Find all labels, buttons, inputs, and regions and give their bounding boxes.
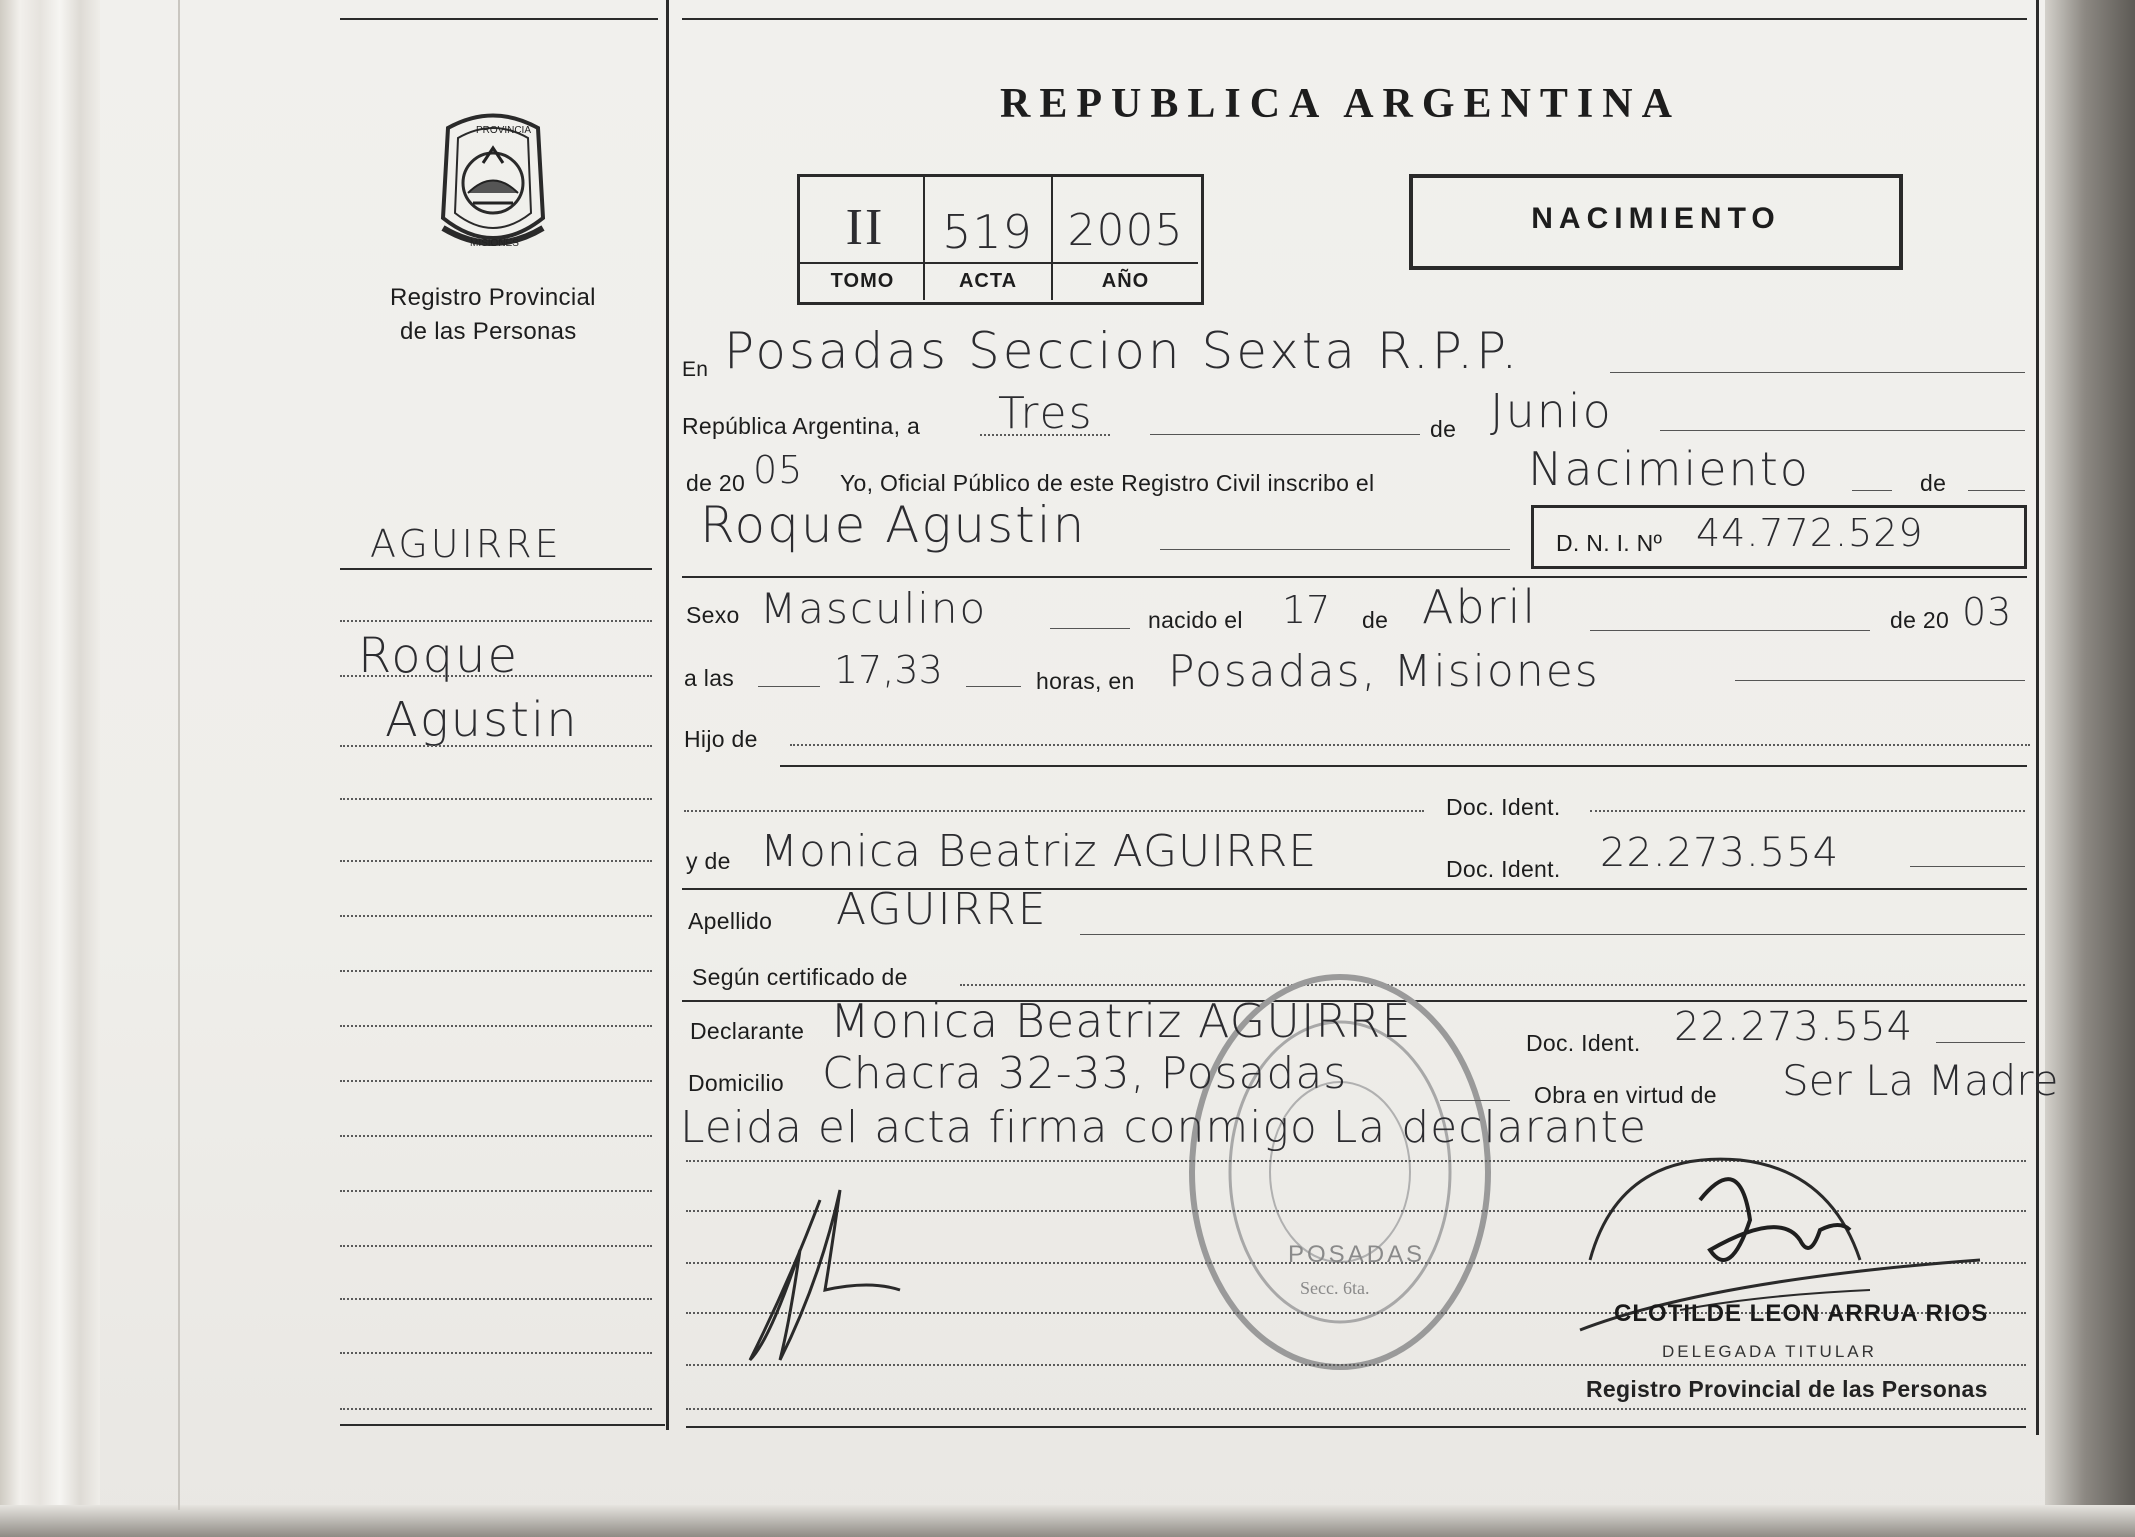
margin-surname-rule <box>340 568 652 570</box>
mother-doc-label: Doc. Ident. <box>1446 856 1561 882</box>
svg-text:POSADAS: POSADAS <box>1288 1241 1426 1268</box>
bottom-rule <box>686 1426 2026 1428</box>
father-name-line <box>684 810 1424 812</box>
birth-month-value: Abril <box>1422 580 1538 634</box>
dni-label: D. N. I. Nº <box>1556 530 1663 556</box>
page-edge-line <box>178 0 180 1510</box>
margin-ruled-line <box>340 915 652 917</box>
margin-given-name-1: Roque <box>358 628 519 684</box>
record-type-title: NACIMIENTO <box>1531 202 1781 235</box>
de-label-2: de <box>1920 470 1947 496</box>
nacido-label: nacido el <box>1148 607 1243 633</box>
declarant-signature-icon <box>730 1170 930 1370</box>
declarante-doc-fill-line <box>1936 1042 2025 1043</box>
birth-month-fill-line <box>1590 630 1870 631</box>
margin-ruled-line <box>340 1352 652 1354</box>
registry-name-line1: Registro Provincial <box>390 284 596 311</box>
en-label: En <box>682 358 709 381</box>
month-fill-line <box>1660 430 2025 431</box>
mother-name-value: Monica Beatriz AGUIRRE <box>760 826 1318 877</box>
en-fill-line <box>1610 372 2025 373</box>
domicilio-fill-line <box>1440 1100 1510 1101</box>
anio-value: 2005 <box>1067 205 1184 256</box>
alas-label: a las <box>684 665 735 691</box>
margin-ruled-line <box>340 1408 652 1410</box>
place-value: Posadas Seccion Sexta R.P.P. <box>724 322 1521 380</box>
apellido-value: AGUIRRE <box>836 884 1048 935</box>
obra-value: Ser La Madre <box>1782 1056 2059 1105</box>
birth-place-value: Posadas, Misiones <box>1168 646 1600 697</box>
margin-ruled-line <box>340 1135 652 1137</box>
column-divider <box>666 0 669 1430</box>
svg-text:PROVINCIA: PROVINCIA <box>476 125 532 136</box>
left-page-edges <box>0 0 100 1537</box>
margin-ruled-line <box>340 1025 652 1027</box>
de-label-1: de <box>1430 416 1457 442</box>
horas-label: horas, en <box>1036 668 1135 694</box>
margin-ruled-line <box>340 620 652 622</box>
margin-ruled-line <box>340 745 652 747</box>
right-page-edges <box>2040 0 2135 1537</box>
acta-label: ACTA <box>958 270 1018 292</box>
domicilio-label: Domicilio <box>688 1070 784 1096</box>
declarante-value: Monica Beatriz AGUIRRE <box>830 994 1412 1048</box>
time-fill-line-2 <box>966 686 1021 687</box>
event-end-line <box>1968 490 2025 491</box>
name-fill-line <box>1160 549 1510 550</box>
margin-ruled-line <box>340 970 652 972</box>
birth-time-value: 17,33 <box>834 648 943 692</box>
republica-label: República Argentina, a <box>682 413 921 439</box>
margin-ruled-line <box>340 1190 652 1192</box>
anio-label: AÑO <box>1101 270 1150 292</box>
notes-ruled-line <box>686 1408 2026 1410</box>
sexo-value: Masculino <box>760 584 988 633</box>
margin-ruled-line <box>340 1298 652 1300</box>
mother-doc-fill-line <box>1910 866 2025 867</box>
child-name-value: Roque Agustin <box>700 496 1087 554</box>
birth-place-fill-line <box>1735 680 2025 681</box>
closing-statement: Leida el acta firma conmigo La declarante <box>680 1102 1647 1153</box>
year-prefix: de 20 <box>686 470 746 496</box>
year-value: 05 <box>753 448 804 492</box>
top-rule-right <box>682 18 2027 20</box>
time-fill-line-1 <box>758 686 820 687</box>
margin-ruled-line <box>340 675 652 677</box>
dni-value: 44.772.529 <box>1696 511 1924 555</box>
top-rule-left <box>340 18 658 20</box>
official-org: Registro Provincial de las Personas <box>1586 1376 1988 1402</box>
sexo-fill-line <box>1050 628 1130 629</box>
official-title: DELEGADA TITULAR <box>1662 1342 1877 1361</box>
margin-surname: AGUIRRE <box>370 522 562 566</box>
father-doc-line <box>1590 810 2025 812</box>
event-value: Nacimiento <box>1528 442 1810 496</box>
segun-label: Según certificado de <box>692 964 908 990</box>
declarante-doc-value: 22.273.554 <box>1674 1004 1914 1050</box>
registry-name-line2: de las Personas <box>400 318 577 345</box>
tomo-label: TOMO <box>830 270 895 292</box>
declarante-doc-label: Doc. Ident. <box>1526 1030 1641 1056</box>
inscribo-label: Yo, Oficial Público de este Registro Civil inscribo el <box>840 470 1375 496</box>
sexo-label: Sexo <box>686 602 740 628</box>
country-title: REPUBLICA ARGENTINA <box>1000 81 1681 127</box>
bottom-page-edge <box>0 1505 2135 1537</box>
margin-ruled-line <box>340 860 652 862</box>
svg-text:MISIONES: MISIONES <box>470 238 519 249</box>
domicilio-value: Chacra 32-33, Posadas <box>822 1048 1348 1099</box>
misiones-seal-icon <box>428 108 558 258</box>
apellido-label: Apellido <box>688 908 773 934</box>
margin-ruled-line <box>340 1245 652 1247</box>
official-name: CLOTILDE LEON ARRUA RIOS <box>1614 1300 1989 1327</box>
month-value: Junio <box>1490 384 1613 438</box>
margin-bottom-rule <box>340 1424 665 1426</box>
day-fill-line <box>1150 434 1420 435</box>
birth-year-value: 03 <box>1962 590 2013 634</box>
record-box-label-rule <box>799 262 1198 264</box>
tomo-value: II <box>845 199 885 256</box>
apellido-fill-line <box>1080 934 2025 935</box>
declarante-label: Declarante <box>690 1018 805 1044</box>
father-dotted-line <box>790 744 2030 746</box>
right-border <box>2036 0 2039 1435</box>
event-fill-line <box>1852 490 1892 491</box>
svg-text:Secc. 6ta.: Secc. 6ta. <box>1300 1278 1370 1298</box>
obra-label: Obra en virtud de <box>1534 1082 1717 1108</box>
birth-day-value: 17 <box>1282 588 1331 632</box>
acta-value: 519 <box>942 205 1033 259</box>
birth-year-prefix: de 20 <box>1890 607 1950 633</box>
yde-label: y de <box>686 848 731 874</box>
section-rule-1 <box>682 576 2027 578</box>
margin-given-name-2: Agustin <box>385 692 579 748</box>
father-solid-line <box>780 765 2027 767</box>
hijo-label: Hijo de <box>684 726 758 752</box>
mother-doc-value: 22.273.554 <box>1600 830 1840 876</box>
day-value: Tres <box>998 388 1094 439</box>
margin-ruled-line <box>340 1080 652 1082</box>
de-label-3: de <box>1362 607 1389 633</box>
father-doc-label: Doc. Ident. <box>1446 794 1561 820</box>
margin-ruled-line <box>340 798 652 800</box>
